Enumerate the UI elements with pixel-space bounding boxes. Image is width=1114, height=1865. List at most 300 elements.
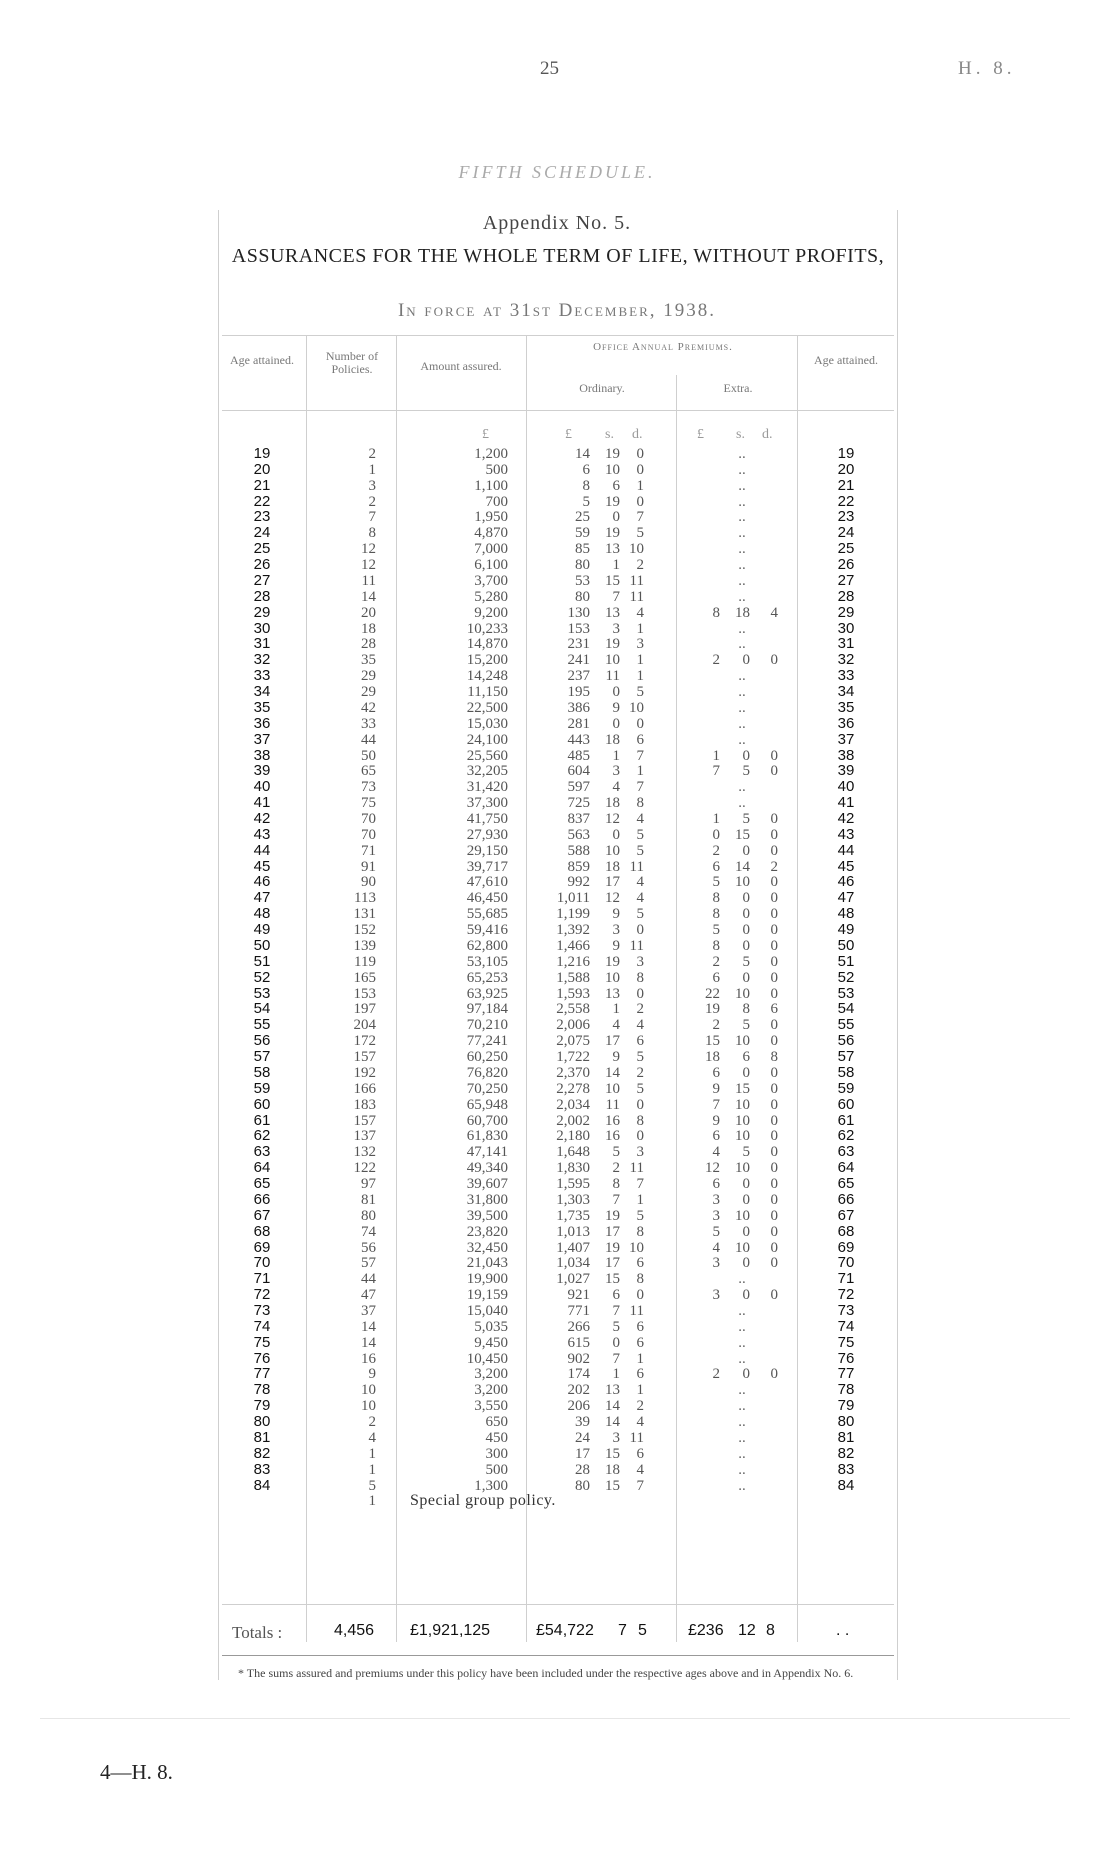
ordinary-shillings: 19 bbox=[605, 493, 620, 510]
ordinary-pounds: 1,027 bbox=[556, 1271, 590, 1288]
age-right: 50 bbox=[837, 936, 855, 954]
age-right: 74 bbox=[837, 1317, 855, 1335]
table-row bbox=[0, 1398, 1114, 1414]
age-right: 48 bbox=[837, 905, 855, 923]
policies: 70 bbox=[361, 826, 376, 843]
policies: 2 bbox=[368, 446, 376, 462]
amount-assured: 47,141 bbox=[466, 1144, 508, 1161]
ordinary-shillings: 11 bbox=[605, 1096, 620, 1113]
age-left: 74 bbox=[253, 1317, 271, 1335]
extra-pence: 0 bbox=[770, 922, 778, 939]
amount-assured: 29,150 bbox=[466, 842, 508, 859]
age-right: 84 bbox=[837, 1476, 855, 1494]
extra-shillings: 10 bbox=[735, 874, 750, 891]
ordinary-pence: 11 bbox=[629, 1302, 644, 1319]
ordinary-pence: 6 bbox=[636, 1318, 644, 1335]
age-right: 79 bbox=[837, 1397, 855, 1415]
extra-pence: 0 bbox=[770, 842, 778, 859]
age-right: 19 bbox=[837, 445, 855, 462]
ordinary-shillings: 0 bbox=[612, 509, 620, 526]
age-right: 43 bbox=[837, 825, 855, 843]
age-right: 63 bbox=[837, 1143, 855, 1161]
age-left: 83 bbox=[253, 1460, 271, 1478]
ordinary-pence: 6 bbox=[636, 1445, 644, 1462]
amount-assured: 97,184 bbox=[466, 1001, 508, 1018]
ordinary-pounds: 2,180 bbox=[556, 1128, 590, 1145]
ordinary-pounds: 771 bbox=[567, 1302, 590, 1319]
ordinary-pence: 5 bbox=[636, 826, 644, 843]
age-left: 27 bbox=[253, 571, 271, 589]
header-age-left: Age attained. bbox=[230, 353, 294, 367]
ordinary-pence: 5 bbox=[636, 525, 644, 542]
policies: 33 bbox=[361, 715, 376, 732]
extra-shillings: 0 bbox=[742, 922, 750, 939]
ordinary-pence: 7 bbox=[636, 1477, 644, 1494]
policies: 137 bbox=[353, 1128, 376, 1145]
totals-amount: £1,921,125 bbox=[410, 1622, 491, 1639]
policies: 42 bbox=[361, 699, 376, 716]
amount-assured: 76,820 bbox=[466, 1064, 508, 1081]
table-row bbox=[0, 779, 1114, 795]
totals-bottom-rule bbox=[222, 1655, 894, 1656]
ordinary-shillings: 17 bbox=[605, 874, 620, 891]
table-row bbox=[0, 1033, 1114, 1049]
policies: 74 bbox=[361, 1223, 376, 1240]
totals-extra-pounds: £236 bbox=[688, 1622, 724, 1639]
extra-shillings: 10 bbox=[735, 985, 750, 1002]
policies: 90 bbox=[361, 874, 376, 891]
ordinary-shillings: 7 bbox=[612, 1191, 620, 1208]
table-row bbox=[0, 843, 1114, 859]
ordinary-shillings: 0 bbox=[612, 684, 620, 701]
age-left: 21 bbox=[253, 476, 271, 494]
extra-pounds: 12 bbox=[705, 1160, 720, 1177]
table-row bbox=[0, 1081, 1114, 1097]
ordinary-shillings: 15 bbox=[605, 1271, 620, 1288]
header-age-right: Age attained. bbox=[814, 353, 878, 367]
ordinary-pounds: 2,006 bbox=[556, 1017, 590, 1034]
extra-empty: .. bbox=[738, 525, 746, 542]
age-right: 80 bbox=[837, 1413, 855, 1431]
ordinary-shillings: 19 bbox=[605, 1239, 620, 1256]
policies: 20 bbox=[361, 604, 376, 621]
ordinary-pounds: 281 bbox=[567, 715, 590, 732]
extra-shillings: 0 bbox=[742, 1064, 750, 1081]
extra-shillings: 0 bbox=[742, 890, 750, 907]
table-row bbox=[0, 509, 1114, 525]
policies: 81 bbox=[361, 1191, 376, 1208]
age-left: 60 bbox=[253, 1095, 271, 1113]
header-bottom-rule bbox=[222, 410, 894, 411]
ordinary-shillings: 9 bbox=[612, 906, 620, 923]
extra-pence: 0 bbox=[770, 1064, 778, 1081]
ordinary-pounds: 902 bbox=[567, 1350, 590, 1367]
ordinary-pence: 4 bbox=[636, 811, 644, 827]
table-row bbox=[0, 573, 1114, 589]
age-right: 47 bbox=[837, 889, 855, 907]
amount-assured: 21,043 bbox=[466, 1255, 508, 1272]
age-left: 81 bbox=[253, 1428, 271, 1446]
extra-pounds: 18 bbox=[705, 1049, 720, 1066]
totals-ordinary-pence: 5 bbox=[638, 1622, 647, 1639]
extra-pence: 0 bbox=[770, 763, 778, 780]
ordinary-shillings: 19 bbox=[605, 953, 620, 970]
table-row bbox=[0, 811, 1114, 827]
ordinary-shillings: 19 bbox=[605, 1207, 620, 1224]
extra-empty: .. bbox=[738, 1334, 746, 1351]
extra-pounds: 3 bbox=[712, 1191, 720, 1208]
age-right: 49 bbox=[837, 921, 855, 939]
unit-amount: £ bbox=[482, 427, 489, 442]
ordinary-shillings: 9 bbox=[612, 699, 620, 716]
age-right: 38 bbox=[837, 746, 855, 764]
age-right: 82 bbox=[837, 1444, 855, 1462]
amount-assured: 10,450 bbox=[466, 1350, 508, 1367]
ordinary-shillings: 3 bbox=[612, 620, 620, 637]
extra-empty: .. bbox=[738, 588, 746, 605]
table-row bbox=[0, 795, 1114, 811]
table-row bbox=[0, 1366, 1114, 1382]
ordinary-shillings: 7 bbox=[612, 1350, 620, 1367]
ordinary-pounds: 2,002 bbox=[556, 1112, 590, 1129]
amount-assured: 39,500 bbox=[466, 1207, 508, 1224]
policies: 14 bbox=[361, 588, 376, 605]
age-left: 28 bbox=[253, 587, 271, 605]
age-left: 73 bbox=[253, 1301, 271, 1319]
age-right: 25 bbox=[837, 540, 855, 558]
ordinary-shillings: 10 bbox=[605, 969, 620, 986]
ordinary-pence: 11 bbox=[629, 572, 644, 589]
age-left: 58 bbox=[253, 1063, 271, 1081]
totals-age: . . bbox=[836, 1622, 850, 1639]
footnote: * The sums assured and premiums under this policy have been included under the respective ages above and in Appendix No. 6. bbox=[238, 1666, 854, 1680]
extra-pence: 0 bbox=[770, 969, 778, 986]
amount-assured: 15,040 bbox=[466, 1302, 508, 1319]
footer-reference: 4—H. 8. bbox=[100, 1760, 173, 1784]
age-left: 77 bbox=[253, 1365, 271, 1383]
ordinary-pence: 1 bbox=[636, 620, 644, 637]
policies: 2 bbox=[368, 493, 376, 510]
ordinary-shillings: 1 bbox=[612, 1366, 620, 1383]
appendix-title: Appendix No. 5. bbox=[482, 212, 632, 234]
extra-empty: .. bbox=[738, 1271, 746, 1288]
extra-pounds: 3 bbox=[712, 1255, 720, 1272]
age-right: 20 bbox=[837, 460, 855, 478]
ordinary-pence: 3 bbox=[636, 953, 644, 970]
ordinary-pence: 5 bbox=[636, 1080, 644, 1097]
ordinary-shillings: 19 bbox=[605, 525, 620, 542]
amount-assured: 10,233 bbox=[466, 620, 508, 637]
table-row bbox=[0, 589, 1114, 605]
unit-ordinary-pence: d. bbox=[632, 427, 643, 442]
extra-pence: 0 bbox=[770, 1144, 778, 1161]
policies: 56 bbox=[361, 1239, 376, 1256]
policies: 9 bbox=[368, 1366, 376, 1383]
extra-shillings: 10 bbox=[735, 1033, 750, 1050]
age-right: 36 bbox=[837, 714, 855, 732]
extra-pounds: 1 bbox=[712, 747, 720, 764]
age-left: 69 bbox=[253, 1238, 271, 1256]
policies: 192 bbox=[353, 1064, 376, 1081]
extra-empty: .. bbox=[738, 779, 746, 796]
table-row bbox=[0, 1160, 1114, 1176]
policies: 44 bbox=[361, 731, 376, 748]
age-left: 71 bbox=[253, 1270, 271, 1288]
policies: 157 bbox=[353, 1049, 376, 1066]
extra-shillings: 10 bbox=[735, 1207, 750, 1224]
table-row bbox=[0, 1224, 1114, 1240]
ordinary-shillings: 9 bbox=[612, 937, 620, 954]
age-right: 81 bbox=[837, 1428, 855, 1446]
extra-pounds: 2 bbox=[712, 1017, 720, 1034]
extra-shillings: 0 bbox=[742, 937, 750, 954]
ordinary-pounds: 85 bbox=[575, 541, 590, 558]
amount-assured: 55,685 bbox=[466, 906, 508, 923]
age-right: 51 bbox=[837, 952, 855, 970]
extra-pence: 0 bbox=[770, 826, 778, 843]
age-left: 55 bbox=[253, 1016, 271, 1034]
ordinary-pence: 8 bbox=[636, 795, 644, 812]
ordinary-pence: 8 bbox=[636, 1112, 644, 1129]
age-left: 44 bbox=[253, 841, 271, 859]
age-left: 62 bbox=[253, 1127, 271, 1145]
extra-empty: .. bbox=[738, 715, 746, 732]
ordinary-shillings: 13 bbox=[605, 604, 620, 621]
ordinary-pounds: 485 bbox=[567, 747, 590, 764]
ordinary-pounds: 443 bbox=[567, 731, 590, 748]
extra-pence: 0 bbox=[770, 1239, 778, 1256]
ordinary-pounds: 53 bbox=[575, 572, 590, 589]
ordinary-pence: 4 bbox=[636, 1461, 644, 1478]
age-left: 75 bbox=[253, 1333, 271, 1351]
extra-pounds: 7 bbox=[712, 1096, 720, 1113]
table-row bbox=[0, 906, 1114, 922]
header-policies: Number of Policies. bbox=[325, 349, 379, 376]
unit-ordinary-pounds: £ bbox=[565, 427, 572, 442]
extra-shillings: 0 bbox=[742, 842, 750, 859]
extra-shillings: 5 bbox=[742, 811, 750, 827]
extra-pounds: 4 bbox=[712, 1239, 720, 1256]
table-row bbox=[0, 1128, 1114, 1144]
extra-shillings: 10 bbox=[735, 1128, 750, 1145]
table-row bbox=[0, 1192, 1114, 1208]
age-right: 26 bbox=[837, 556, 855, 574]
ordinary-pence: 6 bbox=[636, 1255, 644, 1272]
table-row bbox=[0, 1430, 1114, 1446]
amount-assured: 32,450 bbox=[466, 1239, 508, 1256]
age-left: 82 bbox=[253, 1444, 271, 1462]
age-left: 35 bbox=[253, 698, 271, 716]
amount-assured: 14,870 bbox=[466, 636, 508, 653]
age-left: 54 bbox=[253, 1000, 271, 1018]
policies: 80 bbox=[361, 1207, 376, 1224]
table-row bbox=[0, 1017, 1114, 1033]
policies: 71 bbox=[361, 842, 376, 859]
extra-pounds: 4 bbox=[712, 1144, 720, 1161]
age-right: 53 bbox=[837, 984, 855, 1002]
age-left: 66 bbox=[253, 1190, 271, 1208]
ordinary-pounds: 1,588 bbox=[556, 969, 590, 986]
ordinary-shillings: 5 bbox=[612, 1318, 620, 1335]
extra-pounds: 3 bbox=[712, 1287, 720, 1304]
ordinary-pounds: 1,407 bbox=[556, 1239, 590, 1256]
amount-assured: 5,280 bbox=[474, 588, 508, 605]
extra-pence: 0 bbox=[770, 890, 778, 907]
amount-assured: 5,035 bbox=[474, 1318, 508, 1335]
policies: 2 bbox=[368, 1414, 376, 1431]
table-row bbox=[0, 859, 1114, 875]
ordinary-pence: 7 bbox=[636, 747, 644, 764]
age-left: 30 bbox=[253, 619, 271, 637]
policies: 8 bbox=[368, 525, 376, 542]
ordinary-shillings: 2 bbox=[612, 1160, 620, 1177]
extra-pence: 0 bbox=[770, 1191, 778, 1208]
ordinary-pence: 11 bbox=[629, 1429, 644, 1446]
ordinary-pence: 0 bbox=[636, 715, 644, 732]
policies: 183 bbox=[353, 1096, 376, 1113]
extra-shillings: 14 bbox=[735, 858, 750, 875]
age-left: 70 bbox=[253, 1254, 271, 1272]
ordinary-shillings: 19 bbox=[605, 636, 620, 653]
ordinary-pounds: 859 bbox=[567, 858, 590, 875]
policies: 132 bbox=[353, 1144, 376, 1161]
amount-assured: 39,607 bbox=[466, 1176, 508, 1193]
amount-assured: 9,200 bbox=[474, 604, 508, 621]
policies: 166 bbox=[353, 1080, 376, 1097]
table-row bbox=[0, 763, 1114, 779]
policies: 113 bbox=[354, 890, 376, 907]
policies: 65 bbox=[361, 763, 376, 780]
age-left: 61 bbox=[253, 1111, 271, 1129]
page-number: 25 bbox=[540, 58, 559, 79]
unit-extra-shillings: s. bbox=[736, 427, 745, 442]
extra-pounds: 6 bbox=[712, 1176, 720, 1193]
ordinary-pence: 4 bbox=[636, 1414, 644, 1431]
ordinary-pounds: 1,303 bbox=[556, 1191, 590, 1208]
table-row bbox=[0, 716, 1114, 732]
extra-shillings: 0 bbox=[742, 906, 750, 923]
age-right: 27 bbox=[837, 571, 855, 589]
extra-shillings: 18 bbox=[735, 604, 750, 621]
extra-pounds: 1 bbox=[712, 811, 720, 827]
age-left: 78 bbox=[253, 1381, 271, 1399]
ordinary-pounds: 2,558 bbox=[556, 1001, 590, 1018]
extra-empty: .. bbox=[738, 1414, 746, 1431]
policies: 122 bbox=[353, 1160, 376, 1177]
extra-empty: .. bbox=[738, 541, 746, 558]
extra-pence: 0 bbox=[770, 985, 778, 1002]
table-row bbox=[0, 954, 1114, 970]
ordinary-pence: 2 bbox=[636, 557, 644, 574]
extra-empty: .. bbox=[738, 1350, 746, 1367]
extra-pounds: 0 bbox=[712, 826, 720, 843]
extra-pence: 0 bbox=[770, 1112, 778, 1129]
policies: 70 bbox=[361, 811, 376, 827]
ordinary-pounds: 604 bbox=[567, 763, 590, 780]
header-top-rule bbox=[222, 335, 894, 336]
extra-shillings: 0 bbox=[742, 1366, 750, 1383]
age-left: 68 bbox=[253, 1222, 271, 1240]
age-left: 34 bbox=[253, 683, 271, 701]
ordinary-shillings: 16 bbox=[605, 1112, 620, 1129]
extra-pounds: 15 bbox=[705, 1033, 720, 1050]
age-left: 45 bbox=[253, 857, 271, 875]
amount-assured: 1,300 bbox=[474, 1477, 508, 1494]
extra-pence: 0 bbox=[770, 1255, 778, 1272]
ordinary-pounds: 1,011 bbox=[556, 890, 590, 907]
age-left: 29 bbox=[253, 603, 271, 621]
policies: 14 bbox=[361, 1334, 376, 1351]
policies: 165 bbox=[353, 969, 376, 986]
extra-shillings: 0 bbox=[742, 1255, 750, 1272]
amount-assured: 1,200 bbox=[474, 446, 508, 462]
table-row bbox=[0, 1414, 1114, 1430]
ordinary-pence: 11 bbox=[629, 588, 644, 605]
extra-pounds: 2 bbox=[712, 1366, 720, 1383]
amount-assured: 14,248 bbox=[466, 668, 508, 685]
ordinary-pounds: 1,466 bbox=[556, 937, 590, 954]
ordinary-pounds: 5 bbox=[582, 493, 590, 510]
ordinary-pence: 6 bbox=[636, 1366, 644, 1383]
table-row bbox=[0, 827, 1114, 843]
table-row bbox=[0, 970, 1114, 986]
amount-assured: 25,560 bbox=[466, 747, 508, 764]
age-right: 41 bbox=[837, 794, 855, 812]
amount-assured: 19,900 bbox=[466, 1271, 508, 1288]
age-left: 84 bbox=[253, 1476, 271, 1494]
amount-assured: 700 bbox=[485, 493, 508, 510]
policies: 152 bbox=[353, 922, 376, 939]
ordinary-pence: 11 bbox=[629, 858, 644, 875]
ordinary-shillings: 1 bbox=[612, 1001, 620, 1018]
age-left: 51 bbox=[253, 952, 271, 970]
extra-pounds: 9 bbox=[712, 1112, 720, 1129]
ordinary-pence: 1 bbox=[636, 477, 644, 494]
ordinary-shillings: 18 bbox=[605, 731, 620, 748]
ordinary-pounds: 14 bbox=[575, 446, 590, 462]
policies: 7 bbox=[368, 509, 376, 526]
age-right: 69 bbox=[837, 1238, 855, 1256]
ordinary-shillings: 18 bbox=[605, 1461, 620, 1478]
age-left: 57 bbox=[253, 1048, 271, 1066]
ordinary-shillings: 0 bbox=[612, 826, 620, 843]
extra-pence: 0 bbox=[770, 1017, 778, 1034]
ordinary-pounds: 1,013 bbox=[556, 1223, 590, 1240]
ordinary-pence: 6 bbox=[636, 1033, 644, 1050]
extra-pence: 0 bbox=[770, 1366, 778, 1383]
policies: 29 bbox=[361, 684, 376, 701]
extra-pounds: 2 bbox=[712, 953, 720, 970]
policies: 73 bbox=[361, 779, 376, 796]
ordinary-pence: 6 bbox=[636, 731, 644, 748]
ordinary-pence: 10 bbox=[629, 541, 644, 558]
ordinary-shillings: 3 bbox=[612, 922, 620, 939]
ordinary-pence: 10 bbox=[629, 699, 644, 716]
extra-shillings: 15 bbox=[735, 826, 750, 843]
table-row bbox=[0, 1001, 1114, 1017]
extra-pounds: 5 bbox=[712, 1223, 720, 1240]
table-row bbox=[0, 1287, 1114, 1303]
extra-shillings: 8 bbox=[742, 1001, 750, 1018]
age-right: 42 bbox=[837, 810, 855, 827]
ordinary-shillings: 14 bbox=[605, 1414, 620, 1431]
amount-assured: 500 bbox=[485, 461, 508, 478]
age-left: 56 bbox=[253, 1032, 271, 1050]
table-row bbox=[0, 1065, 1114, 1081]
ordinary-pounds: 39 bbox=[575, 1414, 590, 1431]
unit-ordinary-shillings: s. bbox=[605, 427, 614, 442]
policies: 10 bbox=[361, 1382, 376, 1399]
